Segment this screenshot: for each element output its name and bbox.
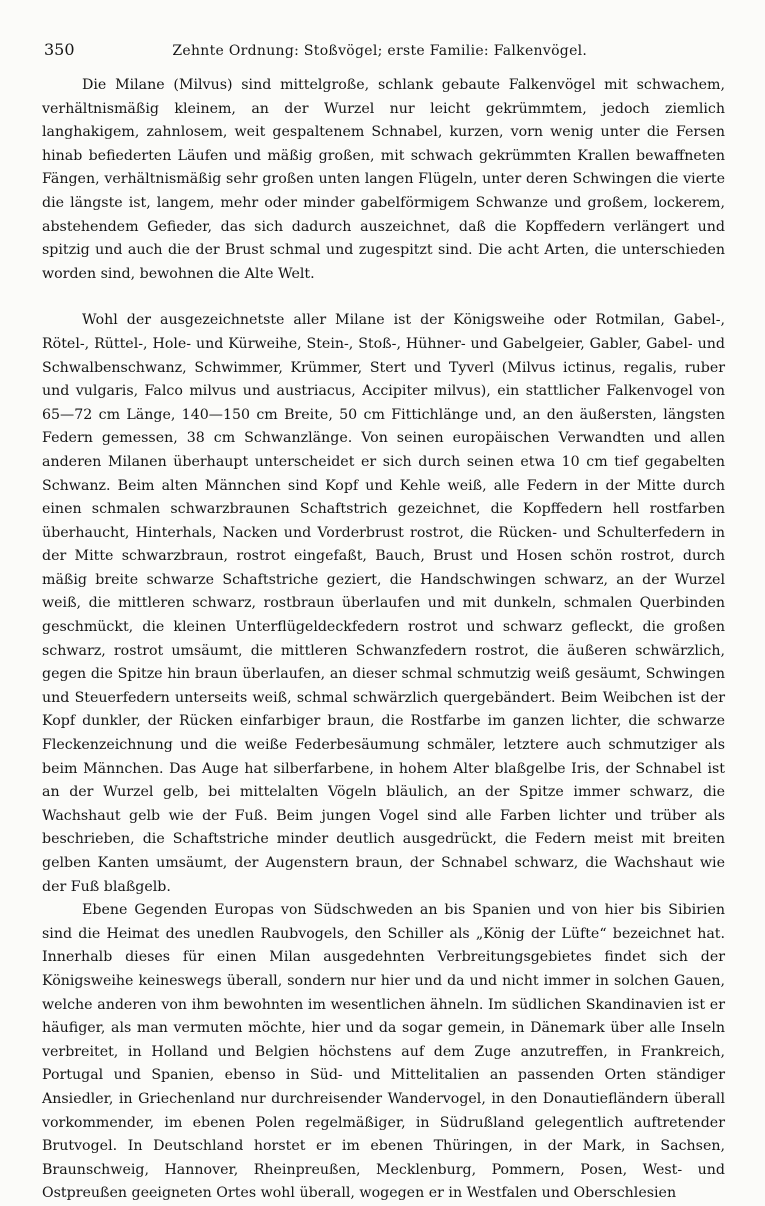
paragraph-koenigsweihe: Wohl der ausgezeichnetste aller Milane ist der Königsweihe oder Rotmilan, Gabel-, Rötel-, Rüttel-, Hole- und Kürweihe, Stein-, Stoß-, Hühner- und Gabelgeier, Gabler, Gabel- und Schwalbenschwanz, Schwimmer, Krümmer, Stert und Tyverl (Milvus ictinus, regalis, ruber und vulgaris, Falco milvus und austriacus, Accipiter milvus), ein stattlicher Falkenvogel von 65—72 cm Länge, 140—150 cm Breite, 50 cm Fittichlänge und, an den äußersten, längsten Federn gemessen, 38 cm Schwanzlänge. Von seinen europäischen Verwandten und allen anderen Milanen überhaupt unterscheidet er sich durch seinen etwa 10 cm tief gegabelten Schwanz. Beim alten Männchen sind Kopf und Kehle weiß, alle Federn in der Mitte durch einen schmalen schwarzbraunen Schaftstrich gezeichnet, die Kopffedern hell rostfarben überhaucht, Hinterhals, Nacken und Vorderbrust rostrot, die Rücken- und Schulterfedern in der Mitte schwarzbraun, rostrot eingefaßt, Bauch, Brust und Hosen schön rostrot, durch mäßig breite schwarze Schaftstriche geziert, die Handschwingen schwarz, an der Wurzel weiß, die mittleren schwarz, rostbraun überlaufen und mit dunkeln, schmalen Querbinden geschmückt, die kleinen Unterflügeldeckfedern rostrot und schwarz gefleckt, die großen schwarz, rostrot umsäumt, die mittleren Schwanzfedern rostrot, die äußeren schwärzlich, gegen die Spitze hin braun überlaufen, an dieser schmal schmutzig weiß gesäumt, Schwingen und Steuerfedern unterseits weiß, schmal schwärzlich quergebändert. Beim Weibchen ist der Kopf dunkler, der Rücken einfarbiger braun, die Rostfarbe im ganzen lichter, die schwarze Fleckenzeichnung und die weiße Federbesäumung schmäler, letztere auch schmutziger als beim Männchen. Das Auge hat silberfarbene, in hohem Alter blaßgelbe Iris, der Schnabel ist an der Wurzel gelb, bei mittelalten Vögeln bläulich, an der Spitze immer schwarz, die Wachshaut gelb wie der Fuß. Beim jungen Vogel sind alle Farben lichter und trüber als beschrieben, die Schaftstriche minder deutlich ausgedrückt, die Federn meist mit breiten gelben Kanten umsäumt, der Augenstern braun, der Schnabel schwarz, die Wachshaut wie der Fuß blaßgelb. — [42, 312, 725, 895]
page-header — [42, 40, 725, 66]
page-number: 350 — [44, 40, 75, 59]
body-text — [42, 74, 725, 1206]
paragraph-verbreitung: Ebene Gegenden Europas von Südschweden an bis Spanien und von hier bis Sibirien sind die Heimat des unedlen Raubvogels, den Schiller als „König der Lüfte“ bezeichnet hat. Innerhalb dieses für einen Milan ausgedehnten Verbreitungsgebietes findet sich der Königsweihe keineswegs überall, sondern nur hier und da und nicht immer in solchen Gauen, welche anderen von ihm bewohnten im wesentlichen ähneln. Im südlichen Skandinavien ist er häufiger, als man vermuten möchte, hier und da sogar gemein, in Dänemark über alle Inseln verbreitet, in Holland und Belgien höchstens auf dem Zuge anzutreffen, in Frankreich, Portugal und Spanien, ebenso in Süd- und Mittelitalien an passenden Orten ständiger Ansiedler, in Griechenland nur durchreisender Wandervogel, in den Donautiefländern überall vorkommender, im ebenen Polen regelmäßiger, in Südrußland gelegentlich auftretender Brutvogel. In Deutschland horstet er im ebenen Thüringen, in der Mark, in Sachsen, Braunschweig, Hannover, Rheinpreußen, Mecklenburg, Pommern, Posen, West- und Ostpreußen geeigneten Ortes wohl überall, wogegen er in Westfalen und Oberschlesien — [42, 902, 725, 1202]
running-title: Zehnte Ordnung: Stoßvögel; erste Familie: Falkenvögel. — [172, 43, 588, 59]
paragraph-milane: Die Milane (Milvus) sind mittelgroße, schlank gebaute Falkenvögel mit schwachem, verhältnismäßig kleinem, an der Wurzel nur leicht gekrümmtem, jedoch ziemlich langhakigem, zahnlosem, weit gespaltenem Schnabel, kurzen, vorn wenig unter die Fersen hinab befiederten Läufen und mäßig großen, mit schwach gekrümmten Krallen bewaffneten Fängen, verhältnismäßig sehr großen unten langen Flügeln, unter deren Schwingen die vierte die längste ist, langem, mehr oder minder gabelförmigem Schwanze und großem, lockerem, abstehendem Gefieder, das sich dadurch auszeichnet, daß die Kopffedern verlängert und spitzig und auch die der Brust schmal und zugespitzt sind. Die acht Arten, die unterschieden worden sind, bewohnen die Alte Welt. — [42, 77, 725, 282]
